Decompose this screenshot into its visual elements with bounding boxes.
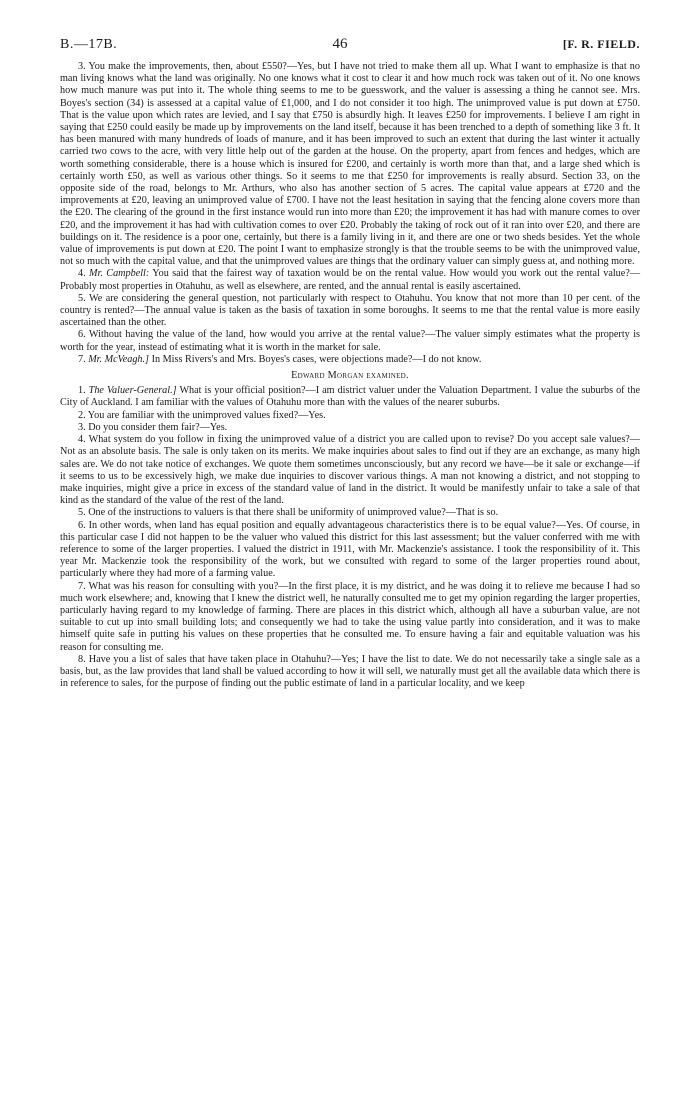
- page-number: 46: [332, 36, 348, 52]
- question-paragraph: 5. One of the instructions to valuers is that there shall be uniformity of unimproved value?—That is so.: [78, 507, 499, 519]
- document-page: [60, 36, 640, 690]
- speaker-name: Mr. Campbell:: [89, 268, 150, 280]
- question-paragraph: 4. What system do you follow in fixing the unimproved value of a district you are called upon to revise? Do you accept sale values?—Not as an absolute basis. The sale is only taken on its merits. We make inquiries about sales to find out if they are an exchange, as many high sales are. We do not take notice of exchanges. We quote them sometimes unconsciously, but any record we have—be it sale or exchange—if it seems to us to be excessively high, we make due inquiries to discover various things. A man not knowing a district, and not stopping to make inquiries, might give a price in excess of the standard value of land in the district. It would be manifestly unfair to take a sale of that kind as the standard of the value of the rest of the land.: [60, 434, 640, 507]
- page-header: [60, 36, 640, 53]
- question-paragraph: 3. Do you consider them fair?—Yes.: [78, 421, 228, 433]
- question-paragraph: 3. You make the improvements, then, about £550?—Yes, but I have not tried to make them all up. What I want to emphasize is that no man living knows what the land was originally. No one knows what it cost to clear it and how much rock was taken out of it. No one knows how much manure was put into it. The whole thing seems to me to be guesswork, and the valuer is assessing a thing he cannot see. Mrs. Boyes's section (34) is assessed at a capital value of £1,000, and I do not consider it too high. The unimproved value is put down at £750. That is the value upon which rates are levied, and I say that £750 is absurdly high. It leaves £250 for improvements. I believe I am right in saying that £250 could easily be made up by improvements on the land itself, because it has been trenched to a depth of something like 3 ft. It has been manured with many hundreds of loads of manure, and it has been improved to such an extent that during the last winter it actually carried two cows to the acre, with very little help out of the garden at the house. On the property, apart from fences and hedges, which are worth something considerable, there is a house which is insured for £200, and certainly is worth more than that, and a large shed which is certainly worth £50, as well as various other things. So it seems to me that £250 for improvements is really absurd. Section 33, on the opposite side of the road, belongs to Mr. Arthurs, who also has another section of 5 acres. The capital value appears at £720 and the improvements at £20, leaving an unimproved value of £700. I have not the least hesitation in saying that the fencing alone covers more than the £20. The clearing of the ground in the first instance would run into more than £20; the improvement it has had with manure comes to over £20, and the improvement it has had with cultivation comes to over £20. Probably the taking of rock out of it ran into over £20, and there are buildings on it. The residence is a poor one, certainly, but there is a family living in it, and there are one or two sheds besides. Yet the whole value of improvements is put down at £20. The point I want to emphasize strongly is that the trouble seems to be with the unimproved value, not so much with the capital value, and that the unimproved values are things that the ordinary valuer can simply guess at, and nothing more.: [60, 61, 640, 268]
- section-heading: Edward Morgan examined.: [291, 370, 409, 382]
- question-paragraph: 4. Mr. Campbell: You said that the fairest way of taxation would be on the rental value. How would you work out the rental value?—Probably most properties in Otahuhu, as well as elsewhere, are rented, and the annual rental is easily ascertained.: [60, 268, 641, 292]
- question-paragraph: 1. The Valuer-General.] What is your official position?—I am district valuer under the Valuation Department. I value the suburbs of the City of Auckland. I am familiar with the values of Otahuhu more than with the values of the nearer suburbs.: [60, 385, 641, 409]
- speaker-name: The Valuer-General.]: [88, 385, 177, 397]
- question-paragraph: 5. We are considering the general question, not particularly with respect to Otahuhu. You know that not more than 10 per cent. of the country is rented?—The annual value is taken as the basis of taxation in some boroughs. It seems to me that the rental value is more easily ascertained than the other.: [60, 292, 640, 329]
- question-paragraph: 8. Have you a list of sales that have taken place in Otahuhu?—Yes; I have the list to date. We do not necessarily take a single sale as a basis, but, as the law provides that land shall be valued according to how it will sell, we naturally must get all the available data which there is in reference to sales, for the purpose of finding out the public estimate of land in a particular locality, and we keep: [60, 653, 640, 690]
- question-paragraph: 7. What was his reason for consulting with you?—In the first place, it is my district, and he was doing it to relieve me because I had so much work elsewhere; and, knowing that I knew the district well, he naturally consulted me to get my opinion regarding the larger properties, particularly having regard to my knowledge of farming. There are places in this district which, although all have a suburban value, are not suitable to cut up into small building lots; and consequently we had to take the using value partly into consideration, and it was to make himself quite safe in putting his values on these properties that he consulted me. To ensure having a fair and equitable valuation was his reason for consulting me.: [60, 580, 640, 653]
- testimony-morgan: [60, 385, 640, 690]
- question-paragraph: 2. You are familiar with the unimproved values fixed?—Yes.: [78, 409, 326, 421]
- question-paragraph: 7. Mr. McVeagh.] In Miss Rivers's and Mrs. Boyes's cases, were objections made?—I do not know.: [78, 353, 482, 365]
- speaker-name: Mr. McVeagh.]: [88, 353, 150, 365]
- document-code: B.—17B.: [60, 37, 118, 52]
- testimony-field: [60, 61, 640, 366]
- question-paragraph: 6. Without having the value of the land, how would you arrive at the rental value?—The valuer simply estimates what the property is worth for the year, instead of estimating what it is worth in the market for sale.: [60, 329, 640, 353]
- question-paragraph: 6. In other words, when land has equal position and equally advantageous characteristics there is to be equal value?—Yes. Of course, in this particular case I did not happen to be the valuer who valued this district for this last assessment; but the valuer conferred with me with reference to some of the larger properties. I valued the district in 1911, with Mr. Mackenzie's assistance. I took the responsibility of it. This year Mr. Mackenzie took the responsibility of the work, but we consulted with regard to some of the larger properties round about, particularly where they had more of a farming value.: [60, 519, 640, 580]
- witness-name: [F. R. FIELD.: [562, 37, 640, 51]
